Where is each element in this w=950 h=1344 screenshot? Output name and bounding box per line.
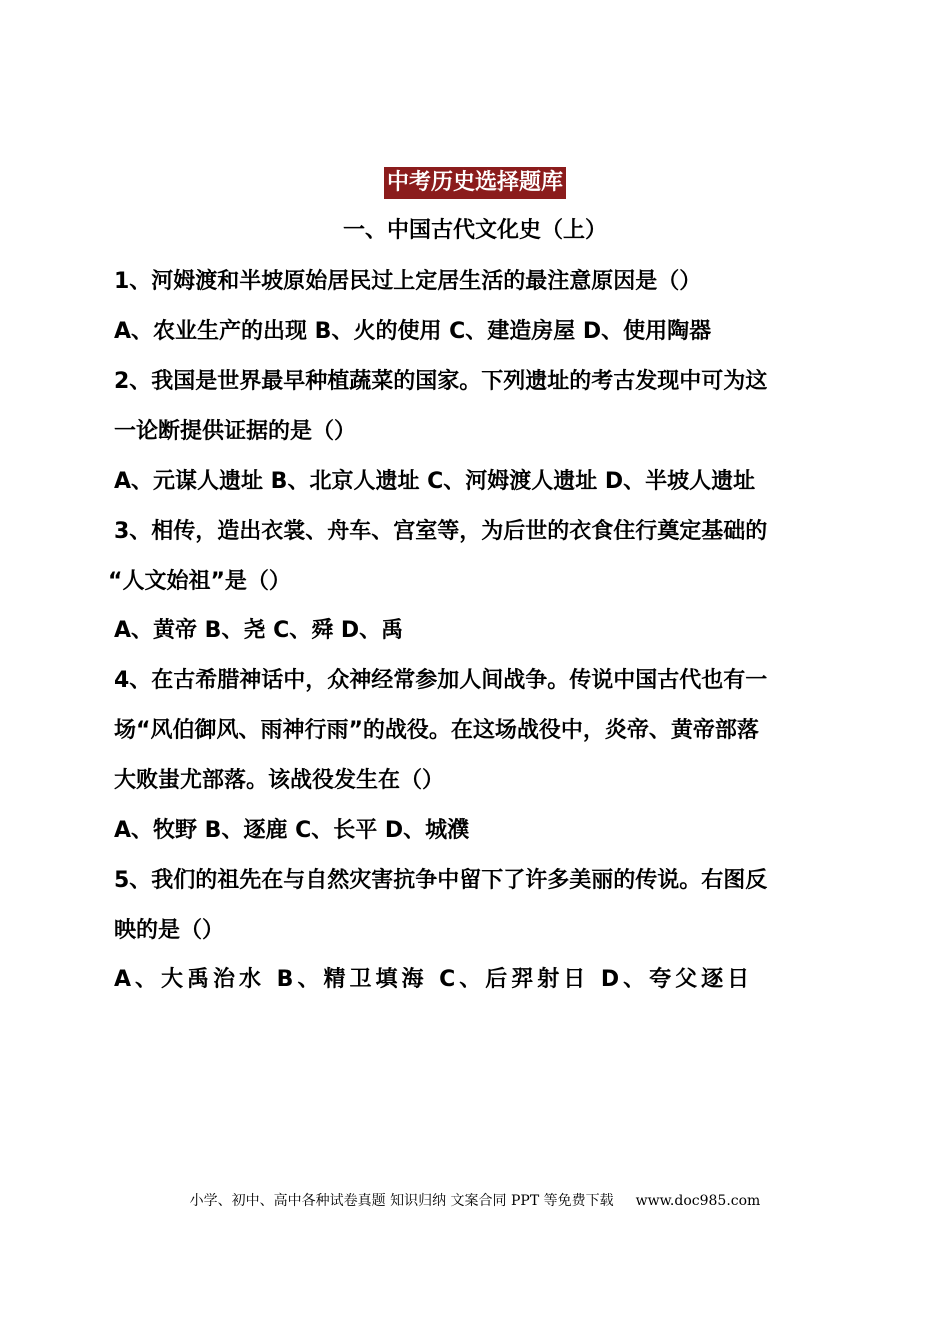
page-footer: [0, 1191, 950, 1211]
question-1-options: A、农业生产的出现 B、火的使用 C、建造房屋 D、使用陶器: [114, 319, 712, 344]
question-5-options: A、大禹治水 B、精卫填海 C、后羿射日 D、夸父逐日: [114, 967, 754, 992]
footer-text: 小学、初中、高中各种试卷真题 知识归纳 文案合同 PPT 等免费下载: [189, 1193, 614, 1209]
question-5-stem-line-2: 映的是（）: [114, 918, 225, 943]
question-2-stem-line-2: 一论断提供证据的是（）: [114, 419, 357, 444]
question-4-options: A、牧野 B、逐鹿 C、长平 D、城濮: [114, 818, 470, 843]
question-2-options: A、元谋人遗址 B、北京人遗址 C、河姆渡人遗址 D、半坡人遗址: [114, 469, 756, 494]
question-3-stem-line-2: “人文始祖”是（）: [108, 569, 291, 594]
document-title: 中考历史选择题库: [384, 167, 566, 199]
footer-website: www.doc985.com: [635, 1193, 761, 1209]
question-5-stem-line-1: 5、我们的祖先在与自然灾害抗争中留下了许多美丽的传说。右图反: [114, 868, 768, 893]
question-4-stem-line-1: 4、在古希腊神话中，众神经常参加人间战争。传说中国古代也有一: [114, 668, 768, 693]
question-3-stem-line-1: 3、相传，造出衣裳、舟车、宫室等，为后世的衣食住行奠定基础的: [114, 519, 768, 544]
section-heading: 一、中国古代文化史（上）: [342, 218, 607, 243]
question-4-stem-line-3: 大败蚩尤部落。该战役发生在（）: [114, 768, 445, 793]
title-banner: [0, 167, 950, 199]
question-3-options: A、黄帝 B、尧 C、舜 D、禹: [114, 618, 404, 643]
question-4-stem-line-2: 场“风伯御风、雨神行雨”的战役。在这场战役中，炎帝、黄帝部落: [114, 718, 759, 743]
question-2-stem-line-1: 2、我国是世界最早种植蔬菜的国家。下列遗址的考古发现中可为这: [114, 369, 768, 394]
question-1-stem-line-1: 1、河姆渡和半坡原始居民过上定居生活的最注意原因是（）: [114, 269, 702, 294]
